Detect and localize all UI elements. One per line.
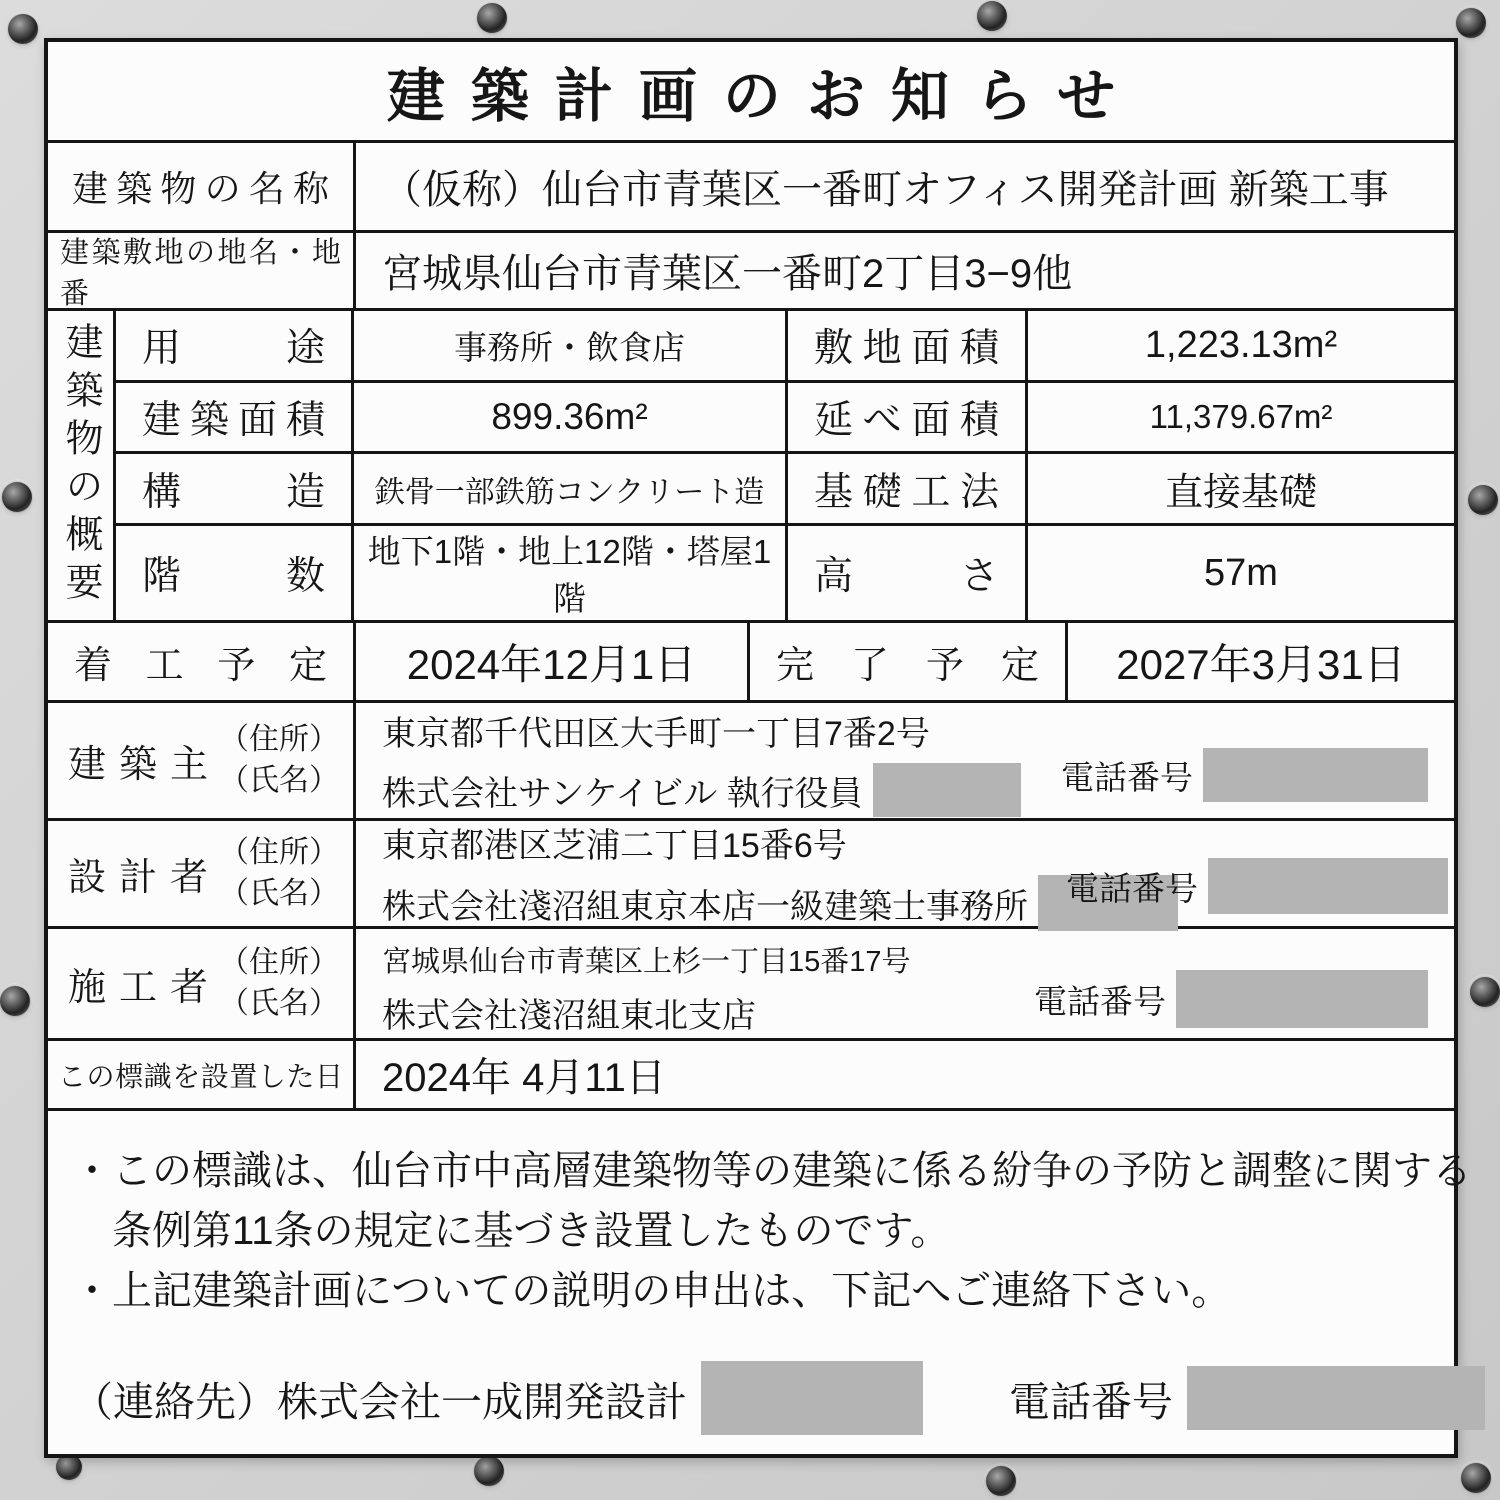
site-address-label: 建築敷地の地名・地番 <box>60 236 341 310</box>
builder-role-cell <box>48 929 356 1038</box>
designer-phone-label: 電話番号 <box>1066 869 1198 907</box>
site-area-value: 1,223.13m² <box>1144 323 1338 366</box>
owner-row <box>48 700 1454 818</box>
owner-name: 株式会社サンケイビル 執行役員 <box>382 774 863 813</box>
end-date-label: 完了予定 <box>776 645 1039 687</box>
owner-value-cell <box>356 703 1454 818</box>
note-line-1: ・この標識は、仙台市中高層建築物等の建築に係る紛争の予防と調整に関する <box>72 1149 1472 1193</box>
redaction-box <box>1187 1366 1485 1430</box>
contact-label: （連絡先） <box>72 1378 277 1425</box>
contact-phone-label: 電話番号 <box>1009 1378 1173 1425</box>
designer-address-tag: （住所） <box>219 836 339 869</box>
contact-line <box>72 1361 1430 1435</box>
foundation-value: 直接基礎 <box>1164 472 1317 515</box>
use-value: 事務所・飲食店 <box>354 311 788 380</box>
installed-date-row <box>48 1038 1454 1108</box>
contact-name: 株式会社一成開発設計 <box>277 1378 687 1425</box>
overview-row-building-area <box>116 380 1454 452</box>
redaction-box <box>873 763 1021 817</box>
builder-role-label: 施工者 <box>68 967 208 1009</box>
start-date-label: 着工予定 <box>74 645 327 687</box>
installed-date-label: この標識を設置した日 <box>58 1060 343 1092</box>
screw-icon <box>8 14 38 44</box>
screw-icon <box>986 1466 1016 1496</box>
builder-address-tag: （住所） <box>219 946 339 979</box>
overview-header: 建築物の概要 <box>59 321 101 610</box>
overview-section <box>48 308 1454 620</box>
site-address-label-cell <box>48 233 356 308</box>
redaction-box <box>701 1361 923 1435</box>
builder-value-cell <box>356 929 1454 1038</box>
redaction-box <box>1203 748 1428 802</box>
designer-role-cell <box>48 821 356 926</box>
builder-name-tag: （氏名） <box>219 986 339 1020</box>
site-address-row <box>48 230 1454 308</box>
designer-row <box>48 818 1454 926</box>
screw-icon <box>1456 8 1486 38</box>
owner-phone-label: 電話番号 <box>1061 758 1193 796</box>
building-area-value: 899.36m² <box>354 383 788 452</box>
total-floor-area-label: 延べ面積 <box>814 399 999 442</box>
overview-grid <box>116 311 1454 620</box>
use-label: 用途 <box>142 327 325 371</box>
floors-value: 地下1階・地上12階・塔屋1階 <box>354 526 788 620</box>
screw-icon <box>477 3 507 33</box>
structure-label: 構造 <box>142 470 325 514</box>
screw-icon <box>474 1456 504 1486</box>
building-name-value: （仮称）仙台市青葉区一番町オフィス開発計画 新築工事 <box>382 168 1389 212</box>
total-floor-area-value: 11,379.67m² <box>1149 398 1333 435</box>
installed-date-value: 2024年 4月11日 <box>382 1056 666 1100</box>
note-line-2: 条例第11条の規定に基づき設置したものです。 <box>72 1209 951 1253</box>
construction-notice-sign <box>44 38 1472 1458</box>
redaction-box <box>1176 970 1428 1028</box>
redaction-box <box>1208 858 1448 914</box>
notes-block <box>48 1108 1472 1454</box>
screw-icon <box>1468 485 1498 515</box>
builder-name: 株式会社淺沼組東北支店 <box>382 997 756 1035</box>
building-name-label-cell <box>48 143 356 230</box>
owner-role-cell <box>48 703 356 818</box>
screw-icon <box>1470 977 1500 1007</box>
overview-row-use <box>116 311 1454 380</box>
height-label: 高さ <box>814 555 999 599</box>
installed-date-label-cell <box>48 1041 356 1108</box>
site-area-label: 敷地面積 <box>814 327 999 371</box>
owner-name-tag: （氏名） <box>219 763 339 797</box>
owner-address-tag: （住所） <box>219 723 339 756</box>
screw-icon <box>2 482 32 512</box>
builder-address: 宮城県仙台市青葉区上杉一丁目15番17号 <box>382 946 911 978</box>
sign-title: 建築計画のお知らせ <box>386 64 1142 129</box>
note-line-3: ・上記建築計画についての説明の申出は、下記へご連絡下さい。 <box>72 1269 1232 1313</box>
designer-role-label: 設計者 <box>68 857 208 899</box>
owner-role-label: 建築主 <box>68 744 208 786</box>
floors-label: 階数 <box>142 555 325 599</box>
builder-phone-label: 電話番号 <box>1034 982 1166 1020</box>
schedule-row <box>48 620 1454 700</box>
building-name-label: 建築物の名称 <box>72 168 329 209</box>
designer-address: 東京都港区芝浦二丁目15番6号 <box>382 827 847 865</box>
structure-value: 鉄骨一部鉄筋コンクリート造 <box>354 454 788 523</box>
designer-name: 株式会社淺沼組東京本店一級建築士事務所 <box>382 887 1028 926</box>
owner-address: 東京都千代田区大手町一丁目7番2号 <box>382 715 930 753</box>
title-row <box>48 42 1454 140</box>
builder-row <box>48 926 1454 1038</box>
designer-value-cell <box>356 821 1454 926</box>
designer-name-tag: （氏名） <box>219 876 339 910</box>
height-value: 57m <box>1204 551 1278 594</box>
end-date-value: 2027年3月31日 <box>1116 640 1406 688</box>
building-name-row <box>48 140 1454 230</box>
screw-icon <box>1461 1463 1491 1493</box>
screw-icon <box>0 986 30 1016</box>
overview-header-cell <box>48 311 116 620</box>
overview-row-floors <box>116 523 1454 620</box>
building-area-label: 建築面積 <box>142 399 325 442</box>
overview-row-structure <box>116 451 1454 523</box>
start-date-value: 2024年12月1日 <box>356 623 750 700</box>
site-address-value: 宮城県仙台市青葉区一番町2丁目3−9他 <box>382 252 1073 296</box>
screw-icon <box>977 1 1007 31</box>
foundation-label: 基礎工法 <box>814 470 999 514</box>
